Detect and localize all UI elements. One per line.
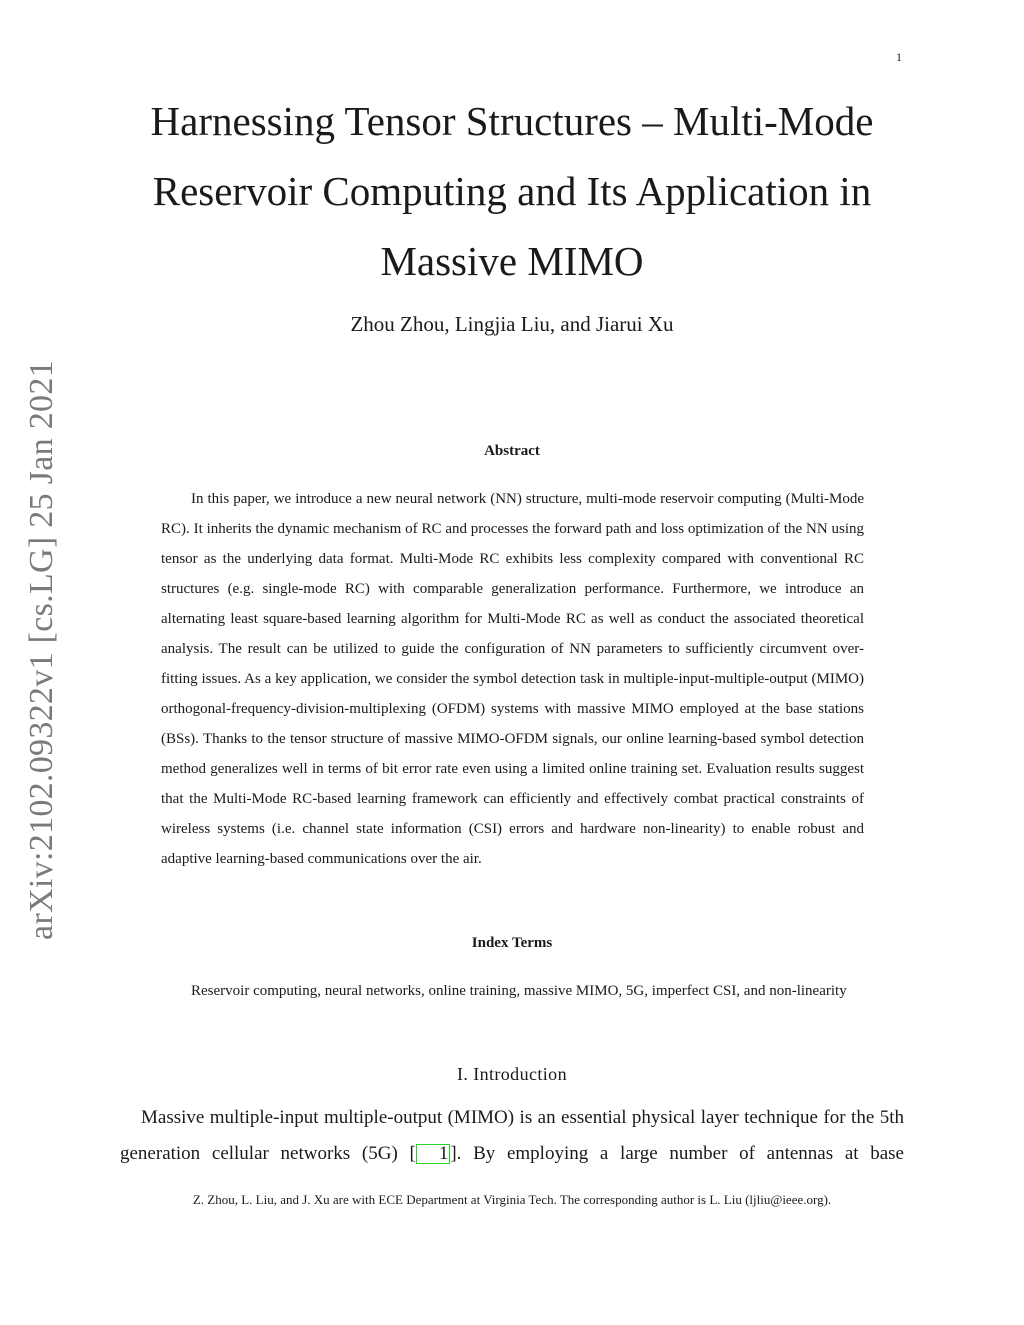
- page-number: 1: [896, 50, 902, 64]
- author-list: Zhou Zhou, Lingjia Liu, and Jiarui Xu: [350, 312, 674, 336]
- introduction-paragraph: [120, 1100, 904, 1172]
- intro-text-end: ]. By employing a large number of antennas at base: [450, 1143, 904, 1164]
- index-terms-heading: Index Terms: [471, 935, 553, 951]
- abstract-heading: Abstract: [484, 443, 540, 459]
- citation-link-1[interactable]: 1: [416, 1144, 451, 1164]
- author-affiliation-footnote: Z. Zhou, L. Liu, and J. Xu are with ECE Department at Virginia Tech. The corresponding author is L. Liu (ljliu@ieee.org).: [192, 1192, 832, 1207]
- section-heading-introduction: I. Introduction: [457, 1064, 567, 1084]
- paper-title: Harnessing Tensor Structures – Multi-Mode Reservoir Computing and Its Application in Massive MIMO: [150, 98, 874, 284]
- intro-text-start: Massive multiple-input multiple-output (MIMO) is an essential physical layer technique for the 5th generation cellular networks (5G) [: [120, 1107, 904, 1164]
- index-terms-body: Reservoir computing, neural networks, online training, massive MIMO, 5G, imperfect CSI, and non-linearity: [191, 983, 847, 999]
- arxiv-identifier-stamp: arXiv:2102.09322v1 [cs.LG] 25 Jan 2021: [23, 360, 60, 940]
- abstract-body: In this paper, we introduce a new neural network (NN) structure, multi-mode reservoir computing (Multi-Mode RC). It inherits the dynamic mechanism of RC and processes the forward path and loss optimization of the NN using tensor as the underlying data format. Multi-Mode RC exhibits less complexity compared with conventional RC structures (e.g. single-mode RC) with comparable generalization performance. Furthermore, we introduce an alternating least square-based learning algorithm for Multi-Mode RC as well as conduct the associated theoretical analysis. The result can be utilized to guide the configuration of NN parameters to sufficiently circumvent over-fitting issues. As a key application, we consider the symbol detection task in multiple-input-multiple-output (MIMO) orthogonal-frequency-division-multiplexing (OFDM) systems with massive MIMO employed at the base stations (BSs). Thanks to the tensor structure of massive MIMO-OFDM signals, our online learning-based symbol detection method generalizes well in terms of bit error rate even using a limited online training set. Evaluation results suggest that the Multi-Mode RC-based learning framework can efficiently and effectively combat practical constraints of wireless systems (i.e. channel state information (CSI) errors and hardware non-linearity) to enable robust and adaptive learning-based communications over the air.: [161, 491, 864, 867]
